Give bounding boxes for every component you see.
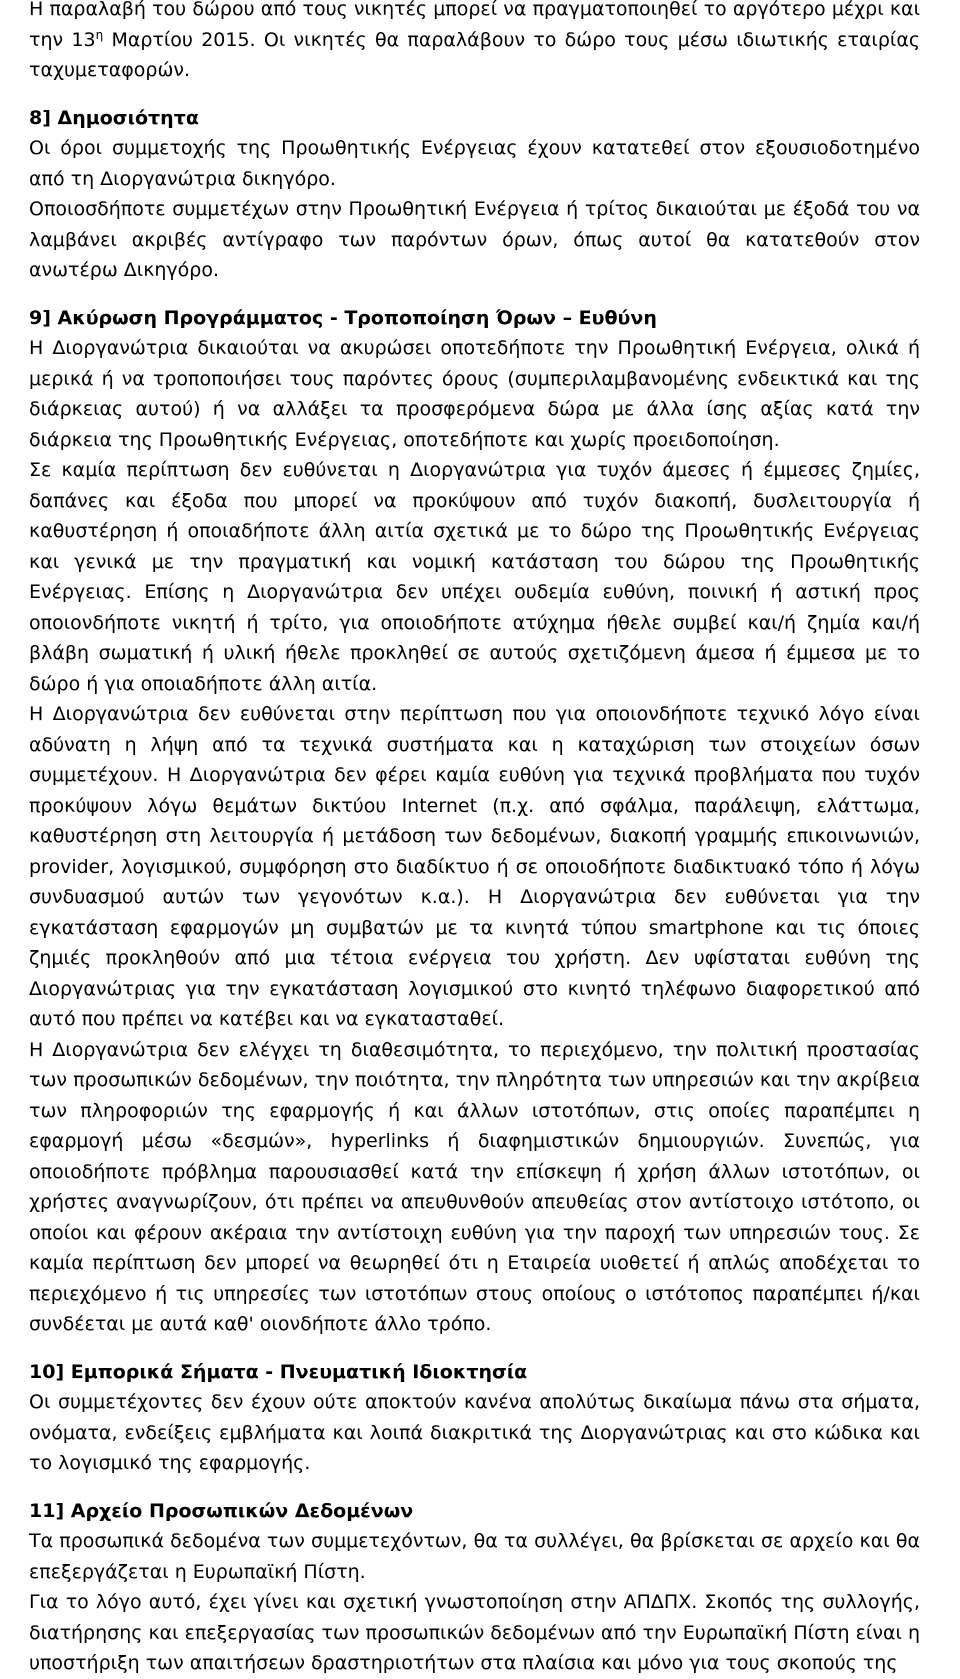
ordinal-superscript: η bbox=[95, 27, 104, 42]
section-paragraph: Η Διοργανώτρια δικαιούται να ακυρώσει οποτεδήποτε την Προωθητική Ενέργεια, ολικά ή μερικά ή να τροποποιήσει τους παρόντες όρους (συμπεριλαμβανομένης ενδεικτικά και της διάρκειας αυτού) ή να αλλάξει τα προσφερόμενα δώρα με άλλα ίσης αξίας κατά την διάρκεια της Προωθητικής Ενέργειας, οποτεδήποτε και χωρίς προειδοποίηση. bbox=[29, 337, 920, 451]
section-paragraph: Σε καμία περίπτωση δεν ευθύνεται η Διοργανώτρια για τυχόν άμεσες ή έμμεσες ζημίες, δαπάνες και έξοδα που μπορεί να προκύψουν από τυχόν διακοπή, δυσλειτουργία ή καθυστέρηση ή οποιαδήποτε άλλη αιτία σχετικά με το δώρο της Προωθητικής Ενέργειας και γενικά με την πραγματική και νομική κατάσταση του δώρου της Προωθητικής Ενέργειας. Επίσης η Διοργανώτρια δεν υπέχει ουδεμία ευθύνη, ποινική ή αστική προς οποιονδήποτε νικητή ή τρίτο, για οποιοδήποτε ατύχημα ήθελε συμβεί και/ή ζημία και/ή βλάβη σωματική ή υλική ήθελε προκληθεί σε αυτούς σχετιζόμενη άμεσα ή έμμεσα με το δώρο ή για οποιαδήποτε άλλη αιτία. bbox=[29, 459, 920, 695]
section-cancellation-liability bbox=[29, 303, 920, 1340]
section-heading: 11] Αρχείο Προσωπικών Δεδομένων bbox=[29, 1499, 414, 1522]
intro-paragraph bbox=[29, 0, 920, 86]
section-paragraph: Οι όροι συμμετοχής της Προωθητικής Ενέργειας έχουν κατατεθεί στον εξουσιοδοτημένο από τη Διοργανώτρια δικηγόρο. bbox=[29, 137, 920, 190]
intro-text-end: Μαρτίου 2015. Οι νικητές θα παραλάβουν το δώρο τους μέσω ιδιωτικής εταιρίας ταχυμεταφορών. bbox=[29, 28, 921, 81]
section-paragraph: Τα προσωπικά δεδομένα των συμμετεχόντων, θα τα συλλέγει, θα βρίσκεται σε αρχείο και θα επεξεργάζεται η Ευρωπαϊκή Πίστη. bbox=[29, 1530, 920, 1583]
section-trademarks bbox=[29, 1357, 920, 1479]
section-paragraph: Η Διοργανώτρια δεν ελέγχει τη διαθεσιμότητα, το περιεχόμενο, την πολιτική προστασίας των προσωπικών δεδομένων, την ποιότητα, την πληρότητα των υπηρεσιών και την ακρίβεια των πληροφοριών της εφαρμογής ή και άλλων ιστοτόπων, στις οποίες παραπέμπει η εφαρμογή μέσω «δεσμών», hyperlinks ή διαφημιστικών δημιουργιών. Συνεπώς, για οποιοδήποτε πρόβλημα παρουσιασθεί κατά την επίσκεψη ή χρήση άλλων ιστοτόπων, οι χρήστες αναγνωρίζουν, ότι πρέπει να απευθυνθούν απευθείας στον αντίστοιχο ιστότοπο, οι οποίοι και φέρουν ακέραια την αντίστοιχη ευθύνη για την παροχή των υπηρεσιών τους. Σε καμία περίπτωση δεν μπορεί να θεωρηθεί ότι η Εταιρεία υιοθετεί ή απλώς αποδέχεται το περιεχόμενο ή τις υπηρεσίες των ιστοτόπων στους οποίους ο ιστότοπος παραπέμπει ή/και συνδέεται με αυτά καθ' οιονδήποτε άλλο τρόπο. bbox=[29, 1038, 920, 1335]
section-paragraph: Οι συμμετέχοντες δεν έχουν ούτε αποκτούν κανένα απολύτως δικαίωμα πάνω στα σήματα, ονόματα, ενδείξεις εμβλήματα και λοιπά διακριτικά της Διοργανώτριας και στο κώδικα και το λογισμικό της εφαρμογής. bbox=[29, 1391, 920, 1474]
intro-text-start: Η παραλαβή του δώρου από τους νικητές μπορεί να πραγματοποιηθεί το αργότερο μέχρι και την 13 bbox=[29, 0, 920, 51]
section-publicity bbox=[29, 103, 920, 286]
section-heading: 8] Δημοσιότητα bbox=[29, 106, 199, 129]
section-heading: 9] Ακύρωση Προγράμματος - Τροποποίηση Όρων – Ευθύνη bbox=[29, 306, 657, 329]
section-paragraph: Η Διοργανώτρια δεν ευθύνεται στην περίπτωση που για οποιονδήποτε τεχνικό λόγο είναι αδύνατη η λήψη από τα τεχνικά συστήματα και η καταχώριση των στοιχείων όσων συμμετέχουν. Η Διοργανώτρια δεν φέρει καμία ευθύνη για τεχνικά προβλήματα που τυχόν προκύψουν λόγω θεμάτων δικτύου Internet (π.χ. από σφάλμα, παράλειψη, ελάττωμα, καθυστέρηση στη λειτουργία ή μετάδοση των δεδομένων, διακοπή γραμμής επικοινωνιών, provider, λογισμικού, συμφόρηση στο διαδίκτυο ή σε οποιοδήποτε διαδικτυακό τόπο ή λόγω συνδυασμού αυτών των γεγονότων κ.α.). Η Διοργανώτρια δεν ευθύνεται για την εγκατάσταση εφαρμογών μη συμβατών με τα κινητά τύπου smartphone και τις όποιες ζημιές προκληθούν από μια τέτοια ενέργεια του χρήστη. Δεν υφίσταται ευθύνη της Διοργανώτριας για την εγκατάσταση λογισμικού στο κινητό τηλέφωνο διαφορετικού από αυτό που πρέπει να κατέβει και να εγκατασταθεί. bbox=[29, 703, 920, 1030]
section-paragraph: Οποιοσδήποτε συμμετέχων στην Προωθητική Ενέργεια ή τρίτος δικαιούται με έξοδά του να λαμβάνει ακριβές αντίγραφο των παρόντων όρων, όπως αυτοί θα κατατεθούν στον ανωτέρω Δικηγόρο. bbox=[29, 198, 920, 281]
section-personal-data bbox=[29, 1496, 920, 1679]
section-paragraph: Για το λόγο αυτό, έχει γίνει και σχετική γνωστοποίηση στην ΑΠΔΠΧ. Σκοπός της συλλογής, διατήρησης και επεξεργασίας των προσωπικών δεδομένων από την Ευρωπαϊκή Πίστη είναι η υποστήριξη των απαιτήσεων δραστηριοτήτων στα πλαίσια και μόνο για τους σκοπούς της bbox=[29, 1591, 920, 1674]
section-heading: 10] Εμπορικά Σήματα - Πνευματική Ιδιοκτησία bbox=[29, 1360, 528, 1383]
